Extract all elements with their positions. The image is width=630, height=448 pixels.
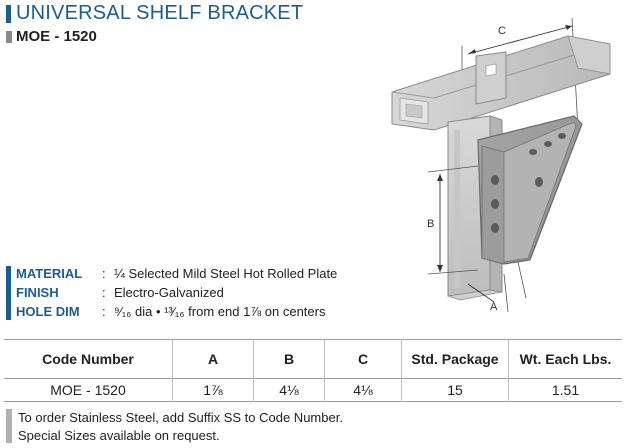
column-header: Code Number: [42, 351, 134, 367]
bracket-plate: [478, 116, 582, 264]
table-cell: 15: [402, 379, 509, 402]
specs-accent-bar: [6, 266, 11, 320]
product-code-heading: MOE - 1520: [16, 28, 97, 45]
dimension-b-label: B: [427, 218, 435, 230]
table-cell: 1.51: [509, 379, 623, 402]
bracket-illustration: [378, 12, 622, 322]
dimension-c-label: C: [498, 25, 506, 37]
table-cell: 4⅛: [254, 379, 325, 402]
product-spec-table: [4, 339, 622, 402]
table-header-row: [4, 340, 622, 379]
dimension-a-label: A: [490, 301, 498, 313]
spec-value: Electro-Galvanized: [114, 285, 224, 300]
column-header: C: [325, 340, 402, 379]
page-title: UNIVERSAL SHELF BRACKET: [16, 2, 304, 24]
table-cell: 1⅞: [173, 379, 254, 402]
column-header: Std. Package: [402, 340, 509, 379]
subtitle-accent-bar: [6, 31, 12, 43]
spec-label: MATERIAL: [16, 266, 83, 281]
spec-label: FINISH: [16, 285, 59, 300]
column-header: Wt. Each Lbs.: [509, 340, 623, 379]
note-special-sizes: Special Sizes available on request.: [18, 428, 220, 443]
spec-value: ⁹⁄₁₆ dia • ¹³⁄₁₆ from end 1⅞ on centers: [114, 304, 326, 319]
spec-value: ¼ Selected Mild Steel Hot Rolled Plate: [114, 266, 338, 281]
title-accent-bar: [6, 5, 11, 23]
column-header: B: [254, 340, 325, 379]
table-cell: 4⅛: [325, 379, 402, 402]
strut-channel-top-stub: [476, 52, 506, 104]
note-stainless: To order Stainless Steel, add Suffix SS to Code Number.: [18, 410, 343, 425]
notes-accent-bar: [6, 409, 12, 443]
table-cell: MOE - 1520: [50, 382, 126, 398]
spec-label: HOLE DIM: [16, 304, 80, 319]
table-row: [4, 379, 622, 402]
column-header: A: [173, 340, 254, 379]
